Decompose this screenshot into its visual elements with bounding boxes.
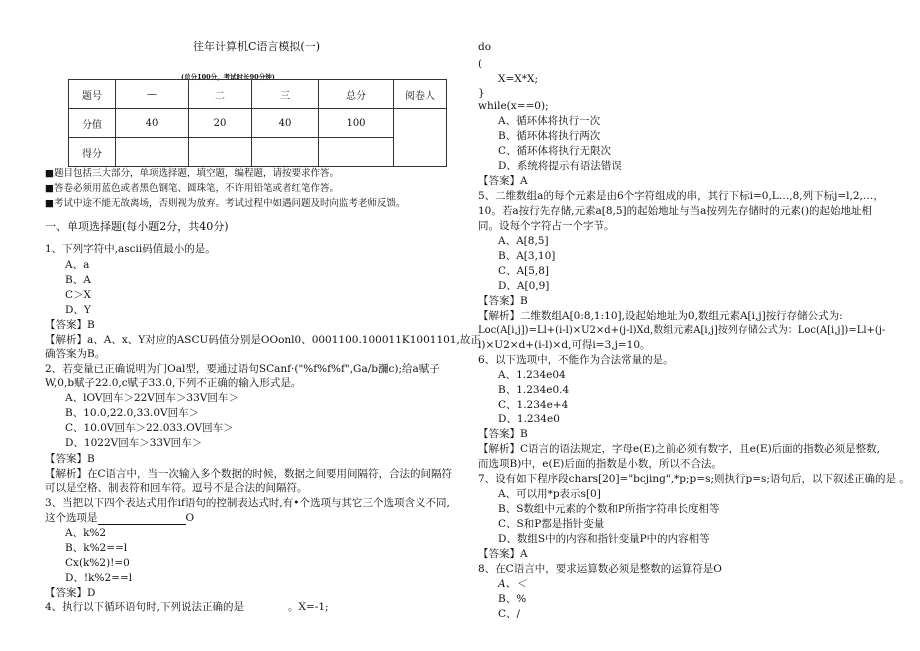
option-line: D、1022V回车＞33V回车＞: [65, 437, 203, 449]
table-cell: 20: [189, 109, 252, 138]
table-cell: 得分: [69, 138, 116, 167]
table-cell: 题号: [69, 80, 116, 109]
table-cell: [252, 138, 319, 167]
question-line: [45, 600, 329, 614]
section-title: 一、单项选择题(每小题2分，共40分): [45, 220, 229, 233]
option-line: D、!k%2==l: [65, 572, 133, 584]
option-line: B、A: [65, 274, 91, 286]
option-line: D、系统将提示有语法错误: [498, 160, 622, 172]
question-text: O: [185, 512, 195, 524]
table-cell: 40: [252, 109, 319, 138]
question-line: W,0,b赋子22.0,c赋子33.0,下列不正确的输入形式是。: [45, 377, 302, 389]
question-line: 2、若变量已正确说明为门Oal型，要通过语句SCanf·("%f%f%f",Ga/b瀰c);给a赋子: [45, 363, 440, 375]
option-line: A、1.234e04: [498, 369, 566, 381]
question-text: 这个选项是: [45, 512, 98, 524]
option-line: D、数组S中的内容和指针变量P中的内容相等: [498, 533, 710, 545]
question-line: 1、下列字符中,ascii码值最小的是。: [45, 243, 216, 255]
code-line: }: [478, 87, 485, 99]
table-cell: 40: [116, 109, 189, 138]
explanation-line: Loc(A[i,j])=Ll+(i-l)×U2×d+(j-l)Xd,数组元素A[i,j]按列存储公式为：Loc(A[i,j])=Ll+(j-: [478, 325, 886, 336]
answer-line: 【答案】B: [45, 319, 95, 331]
answer-line: 【答案】B: [478, 428, 528, 440]
instruction-line: ■答卷必须用蓝色或者黑色钢笔、圆珠笔，不许用铅笔或者红笔作答。: [45, 183, 339, 194]
question-line: [45, 511, 194, 525]
table-cell: 分值: [69, 109, 116, 138]
option-line: B、A[3,10]: [498, 250, 556, 262]
table-row: [69, 109, 447, 138]
option-line: A、＜: [498, 578, 527, 590]
explanation-line: 【解析】a、A、x、Y对应的ASCU码值分别是OOonl0、0001100.100011K1001101,故正: [45, 334, 481, 346]
code-line: X=X*X;: [498, 73, 539, 85]
question-line: 8、在C语言中，要求运算数必须是整数的运算符是O: [478, 563, 722, 575]
score-table: [68, 79, 447, 167]
explanation-line: 【解析】C语言的语法规定，字母e(E)之前必须有数字，且e(E)后面的指数必须是整数,: [478, 443, 881, 455]
table-cell: 总分: [319, 80, 394, 109]
option-line: B、10.0,22.0,33.0V回车＞: [65, 407, 200, 419]
answer-line: 【答案】D: [45, 587, 96, 599]
question-line: 同。设每个字符占一个字节。: [478, 220, 615, 232]
option-line: C、10.0V回车＞22.033.OV回车＞: [65, 422, 234, 434]
table-cell: 二: [189, 80, 252, 109]
table-cell: 三: [252, 80, 319, 109]
option-line: C、S和P都是指针变量: [498, 518, 605, 530]
table-cell: [116, 138, 189, 167]
option-line: D、A[0,9]: [498, 280, 550, 292]
option-line: B、循环体将执行两次: [498, 130, 601, 142]
question-line: 7、设有如下程序段chars[20]="bcjing",*p;p=s;则执行p=s;语句后，以下叙述正确的是 。: [478, 473, 910, 485]
option-line: C、A[5,8]: [498, 265, 550, 277]
answer-line: 【答案】A: [478, 175, 528, 187]
option-line: Cx(k%2)!=0: [65, 557, 130, 569]
option-line: B、1.234e0.4: [498, 384, 570, 396]
table-row: [69, 138, 447, 167]
code-text: 。X=-1;: [288, 601, 329, 613]
option-line: B、k%2==l: [65, 542, 128, 554]
option-line: D、Y: [65, 304, 91, 316]
page-title: 往年计算机C语言模拟(一): [193, 40, 320, 53]
instruction-line: ■考试中途不能无故离场，否则视为放弃。考试过程中如遇问题及时向监考老师反馈。: [45, 198, 406, 209]
answer-line: 【答案】B: [45, 453, 95, 465]
question-line: 3、当把以下四个表达式用作if语句的控制表达式时,有•个选项与其它三个选项含义不同,: [45, 497, 450, 509]
option-line: A、a: [65, 259, 90, 271]
explanation-line: 而选项B)中，e(E)后面的指数是小数，所以不合法。: [478, 458, 722, 470]
option-line: C＞X: [65, 289, 92, 301]
explanation-line: 确答案为B。: [45, 348, 106, 360]
table-cell: 阅卷人: [394, 80, 447, 109]
option-line: D、1.234e0: [498, 413, 560, 425]
question-text: 4、执行以下循环语句时,下列说法正确的是: [45, 601, 245, 613]
answer-line: 【答案】A: [478, 548, 528, 560]
option-line: A、lOV回车＞22V回车＞33V回车＞: [65, 392, 239, 404]
table-row: [69, 80, 447, 109]
option-line: C、/: [498, 608, 521, 620]
option-line: A、循环体将执行一次: [498, 115, 601, 127]
option-line: B、S数组中元素的个数和P所指字符串长度相等: [498, 503, 720, 515]
option-line: C、循环体将执行无限次: [498, 145, 612, 157]
option-line: A、可以用*p表示s[0]: [498, 488, 601, 500]
table-cell: [394, 109, 447, 167]
table-cell: [189, 138, 252, 167]
exam-note: (总分100分，考试时长90分钟): [181, 73, 275, 81]
code-line: (: [478, 58, 483, 70]
option-line: A、k%2: [65, 527, 107, 539]
explanation-line: l)×U2×d+(i-l)×d,可得i=3,j=10。: [478, 339, 651, 351]
code-line: do: [478, 41, 492, 53]
table-cell: 100: [319, 109, 394, 138]
answer-line: 【答案】B: [478, 295, 528, 307]
question-line: 5、二维数组a的每个元素是由6个字符组成的串，其行下标i=0,L…,8,列下标j=l,2,…，: [478, 190, 884, 202]
question-line: 6、以下选项中，不能作为合法常量的是。: [478, 354, 674, 366]
option-line: B、%: [498, 593, 527, 605]
option-line: C、1.234e+4: [498, 399, 569, 411]
question-line: 10。若a按行先存储,元素a[8,5]的起始地址与当a按列先存储时的元素()的起始地址相: [478, 205, 873, 217]
option-line: A、A[8,5]: [498, 235, 549, 247]
code-line: while(x==0);: [478, 100, 549, 112]
explanation-line: 【解析】二维数组A[0:8,1:10],设起始地址为0,数组元素A[i,j]按行存储公式为:: [478, 310, 843, 322]
instruction-line: ■题目包括三大部分，单项选择题，填空题，编程题，请按要求作答。: [45, 168, 339, 179]
explanation-line: 可以是空格、制表符和回车符。逗号不是合法的间隔符。: [45, 482, 308, 494]
table-cell: [319, 138, 394, 167]
explanation-line: 【解析】在C语言中，当一次输入多个数据的时候，数据之间要用间隔符，合法的间隔符: [45, 468, 453, 480]
table-cell: —: [116, 80, 189, 109]
answer-blank: [98, 514, 186, 525]
